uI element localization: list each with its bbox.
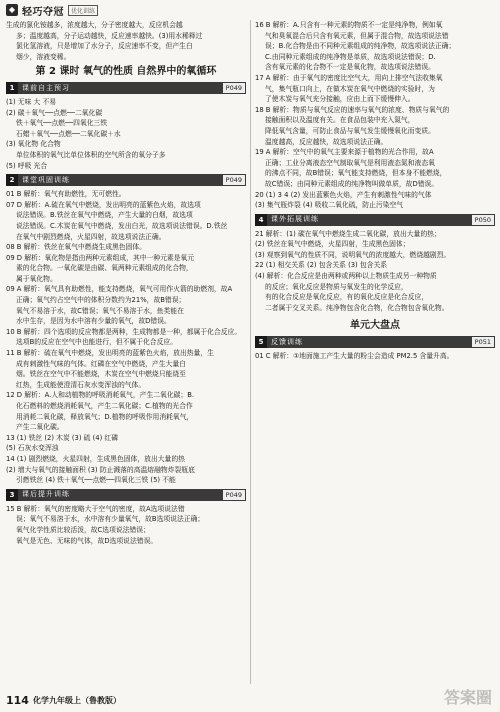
text-line: (4) 解析：化合反应是由两种或两种以上物质生成另一种物质	[255, 272, 437, 281]
text-line: 二者属于交叉关系。纯净物包含化合物，化合物包含氧化物。	[265, 303, 449, 312]
text-line: 氧气化学性质比较活泼，故C选项说法错误；	[16, 525, 150, 534]
column-divider	[250, 20, 251, 684]
answers-continued	[255, 20, 495, 211]
text-line: 化石燃料的燃烧消耗氧气，产生二氧化碳；C.植物的光合作	[16, 402, 193, 410]
text-line: 16 B 解析：A.只含有一种元素的物质不一定是纯净物，例如氧	[255, 21, 443, 29]
text-line: (1) 无味 大 不易	[6, 97, 57, 106]
text-line: 氧气是无色、无味的气体，故D选项说法错误。	[16, 536, 158, 545]
text-line: 19 A 解析：空气中的氧气主要来源于植物的光合作用，故A	[255, 148, 434, 157]
text-line: 21 解析：(1) 碳在氧气中燃烧生成二氧化碳，放出大量的热；	[255, 229, 441, 238]
section-number: 1	[6, 82, 18, 94]
text-line: 20 (1) 3 4 (2) 发出蓝紫色火焰，产生有刺激性气味的气体	[255, 190, 432, 199]
text-line: 17 A 解析：由于氧气的密度比空气大，用向上排空气法收集氧	[255, 73, 443, 82]
header-brand	[6, 3, 98, 17]
text-line: 用消耗二氧化碳，释放氧气；D.植物的呼吸作用消耗氧气，	[16, 412, 194, 421]
watermark-text: 答案圈	[443, 688, 492, 707]
text-line: (3) 观察到氧气的性质不同，说明氧气的浓度越大，燃烧越剧烈。	[255, 250, 451, 259]
text-line: 烟。铁丝在空气中不能燃烧，木炭在空气中燃烧只能烧至	[16, 370, 186, 379]
text-line: 产生二氧化碳。	[16, 423, 64, 432]
unit-title: 单元大盘点	[350, 320, 400, 332]
text-line: 15 B 解析：氧气的密度略大于空气的密度，故A选项说法错	[6, 504, 185, 513]
text-line: 烟少，溶液变稀。	[16, 52, 71, 61]
section-label: 课外拓展训练	[271, 215, 319, 224]
text-line: 生成的氯化铵越多，浓度越大，分子密度越大，反应机会越	[6, 21, 183, 29]
text-line: 12 D 解析：A.人和动植物的呼吸消耗氧气，产生二氧化碳；B.	[6, 391, 195, 400]
text-line: 说法错误。B.铁丝在氧气中燃烧，产生大量的白烟，故选项	[16, 211, 193, 220]
section-page: P049	[223, 175, 245, 185]
text-line: 13 (1) 铁丝 (2) 木炭 (3) 硫 (4) 红磷	[6, 433, 119, 442]
improvement-answers	[6, 504, 246, 546]
section-page: P049	[223, 490, 245, 500]
section-label: 课后提升训练	[22, 490, 70, 499]
section-number: 2	[6, 174, 18, 186]
text-line: 22 (1) 相交关系 (2) 包含关系 (3) 包含关系	[255, 261, 388, 270]
text-line: 单位体积的氧气比单位体积的空气所含的氧分子多	[16, 150, 166, 159]
section-band-1	[6, 82, 246, 94]
section-page: P050	[472, 215, 494, 225]
section-page: P049	[223, 83, 245, 93]
text-line: 11 B 解析：硫在氧气中燃烧，发出明亮的蓝紫色火焰，放出热量，生	[6, 349, 214, 358]
section-label: 课前自主预习	[22, 83, 70, 92]
left-column	[6, 20, 246, 546]
right-column	[255, 20, 495, 362]
section-page: P051	[472, 337, 494, 347]
text-line: 08 B 解析：铁丝在氧气中燃烧生成黑色固体。	[6, 243, 146, 252]
extension-answers	[255, 229, 495, 314]
text-line: 的沸点不同，故B错误；氧气能支持燃烧，但本身不能燃烧，	[265, 169, 447, 178]
section-band-5	[255, 336, 495, 348]
text-line: 接触面积以及温度有关。在食品包装中充入氮气，	[265, 116, 415, 125]
section-label: 课堂巩固训练	[22, 175, 70, 184]
text-line: 铁＋氧气──点燃──四氧化三铁	[16, 119, 108, 128]
section-band-3	[6, 489, 246, 501]
text-line: 误；氧气不易溶于水，水中溶有少量氧气，故B选项说法正确；	[16, 515, 205, 524]
brand-logo-icon: ◆	[6, 4, 18, 16]
text-line: 14 (1) 剧烈燃烧，火星四射，生成黑色固体，放出大量的热	[6, 454, 185, 463]
text-line: 含有氧元素的化合物不一定是氧化物，故选项说法错误。	[265, 63, 435, 72]
text-line: 的反应；氧化反应是物质与氧发生的化学反应，	[265, 282, 408, 291]
text-line: 01 B 解析：氧气有助燃性，无可燃性。	[6, 190, 126, 199]
text-line: (2) 碳＋氧气──点燃──二氧化碳	[6, 108, 103, 117]
page-footer	[6, 694, 121, 707]
text-line: 了使木炭与氧气充分接触，应由上而下缓慢伸入。	[265, 95, 415, 104]
consolidation-answers	[6, 189, 246, 486]
text-line: 气和臭氧混合后只含有氧元素，但属于混合物，故选项说法错	[265, 31, 449, 40]
text-line: 氧气不易溶于水，故C错误；氧气不易溶于水，鱼类能在	[16, 306, 184, 315]
text-line: 故C错误；由同种元素组成的纯净物叫做单质，故D错误。	[265, 179, 439, 188]
text-line: 09 A 解析：氧气具有助燃性，能支持燃烧，氧气可用作火箭的助燃剂，故A	[6, 285, 233, 294]
feedback-answers	[255, 351, 495, 362]
text-line: (3) 氧化物 化合物	[6, 140, 61, 149]
text-line: (5) 石灰水变浑浊	[6, 444, 59, 453]
text-line: 多；温度越高，分子运动越快，反应速率越快。(3)用水稀释过	[16, 31, 203, 40]
text-line: 降低氧气含量，可防止食品与氧气发生缓慢氧化而变质。	[265, 126, 435, 135]
section-label: 反馈训练	[271, 337, 303, 346]
text-line: 07 D 解析：A.硫在氧气中燃烧，发出明亮的蓝紫色火焰，故选项	[6, 200, 201, 209]
section-band-2	[6, 174, 246, 186]
text-line: 石蜡＋氧气──点燃──二氧化碳＋水	[16, 129, 121, 138]
text-line: 属于氧化物。	[16, 274, 57, 283]
text-line: 误；B.化合物是由不同种元素组成的纯净物，故选项说法正确；	[265, 42, 456, 51]
text-line: 气，集气瓶口向上，在做木炭在氧气中燃烧的实验时，为	[265, 84, 435, 93]
text-line: 素的化合物。一氧化碳是由碳、氧两种元素组成的化合物，	[16, 264, 193, 273]
text-line: 选项B的反应在空气中也能进行，但不属于化合反应。	[16, 338, 177, 347]
text-line: 在氧气中剧烈燃烧，火星四射，故选项说法正确。	[16, 232, 166, 241]
text-line: 红热，生成能使澄清石灰水变浑浊的气体。	[16, 380, 146, 389]
text-line: 正确；工业分离液态空气制取氧气是利用液态氮和液态氧	[265, 158, 435, 167]
section-number: 4	[255, 214, 267, 226]
text-line: 10 B 解析：四个选项的反应物都是两种，生成物都是一种，都属于化合反应。	[6, 327, 242, 336]
brand-title: 轻巧夺冠	[22, 6, 64, 18]
text-line: (5) 呼吸 光合	[6, 161, 48, 170]
section-number: 3	[6, 489, 18, 501]
text-line: 氯化氢溶液，只是增加了水分子，反应速率不变，但产生白	[16, 42, 193, 51]
text-line: 09 D 解析：氧化物是指由两种元素组成，其中一种元素是氧元	[6, 253, 195, 262]
text-line: (2) 铁丝在氧气中燃烧，火星四射，生成黑色固体；	[255, 240, 410, 249]
text-line: C.由同种元素组成的纯净物是单质，故选项说法错误；D.	[265, 52, 436, 61]
section-number: 5	[255, 336, 267, 348]
text-line: 正确；氧气约占空气中的体积分数约为21%，故B错误；	[16, 296, 186, 305]
text-line: 有的化合反应是氧化反应，有的氧化反应是化合反应，	[265, 293, 429, 302]
text-line: 引燃铁丝 (4) 铁＋氧气──点燃──四氧化三铁 (5) 不能	[16, 476, 176, 485]
text-line: 水中生存，是因为水中溶有少量的氧气，故D错误。	[16, 317, 171, 326]
text-line: 成有刺激性气味的气体。红磷在空气中燃烧，产生大量白	[16, 359, 186, 368]
intro-text	[6, 20, 246, 62]
preview-answers	[6, 97, 246, 171]
text-line: 01 C 解析：①地面施工产生大量的粉尘会造成 PM2.5 含量升高。	[255, 352, 454, 361]
lesson-title: 第 2 课时 氧气的性质 自然界中的氧循环	[35, 66, 217, 78]
page-number: 114	[6, 694, 29, 707]
text-line: 温度越高，反应越快，故选项说法正确。	[265, 137, 388, 146]
section-band-4	[255, 214, 495, 226]
text-line: 18 B 解析：物质与氧气反应的速率与氧气的浓度、物质与氧气的	[255, 105, 450, 114]
book-title: 化学九年级上（鲁教版）	[32, 696, 121, 705]
text-line: (2) 增大与氧气的接触面积 (3) 防止溅落的高温熔融物炸裂瓶底	[6, 465, 195, 474]
text-line: 说法错误。C.木炭在氧气中燃烧，发出白光，故选项说法错误。D.铁丝	[16, 221, 228, 230]
brand-subtitle: 优化训练	[68, 5, 98, 16]
text-line: (3) 集气瓶炸裂 (4) 吸收二氧化硫，防止污染空气	[255, 201, 404, 210]
